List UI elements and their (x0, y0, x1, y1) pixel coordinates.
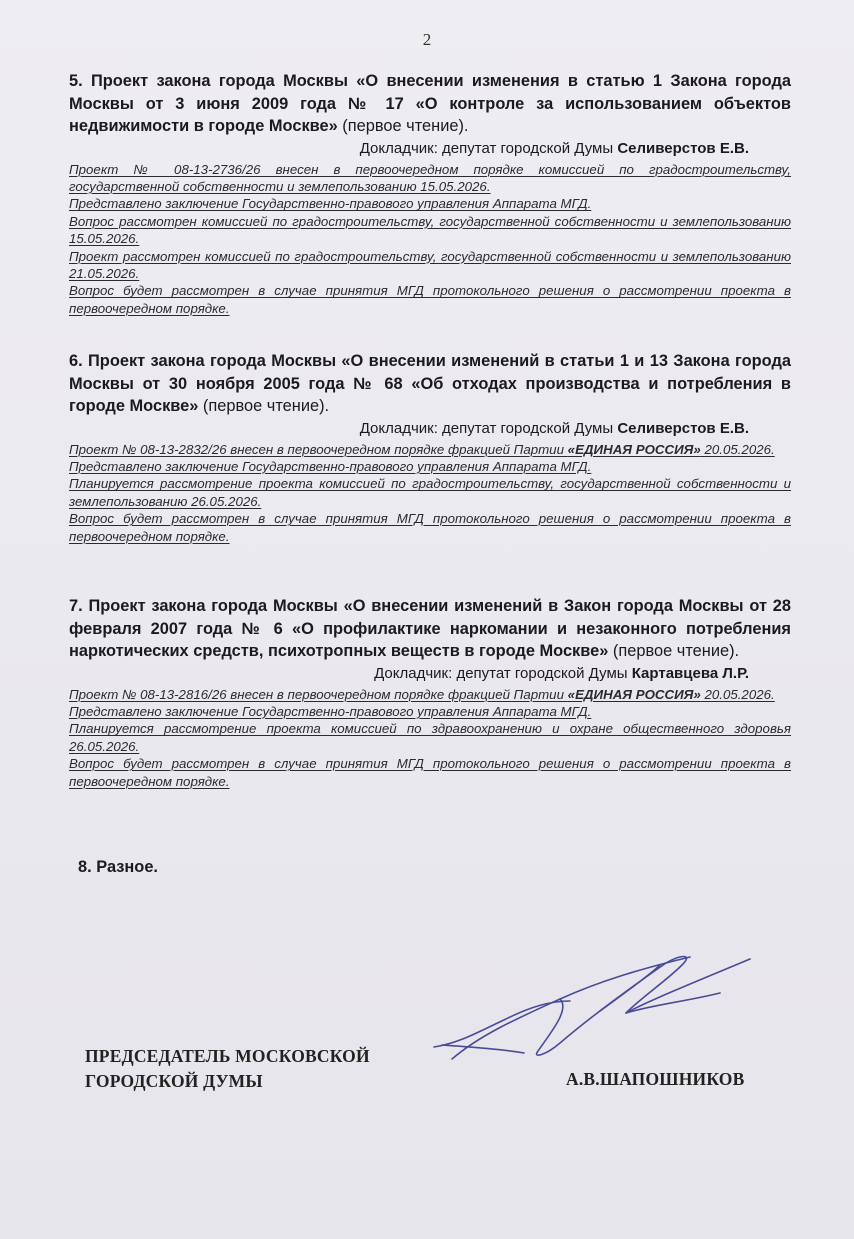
note: Представлено заключение Государственно-правового управления Аппарата МГД. (69, 196, 592, 212)
reporter-name: Картавцева Л.Р. (631, 664, 749, 682)
reporter-prefix: Докладчик: депутат городской Думы (374, 664, 632, 682)
agenda-item-6 (69, 350, 791, 545)
page-number: 2 (422, 30, 432, 49)
agenda-item-5 (69, 70, 791, 317)
position-line: ГОРОДСКОЙ ДУМЫ (85, 1071, 263, 1091)
agenda-item-title (69, 350, 791, 418)
agenda-item-7 (69, 595, 791, 790)
item-notes (69, 686, 791, 790)
note: Проект № 08-13-2736/26 внесен в первоочередном порядке комиссией по градостроительству, государственной собственности и землепользованию 15.05.2026. (69, 161, 791, 194)
reporter-line (69, 138, 791, 159)
note-suffix: 20.05.2026. (700, 441, 775, 457)
agenda-item-title (69, 595, 791, 663)
item-number: 6. (69, 352, 83, 370)
note-prefix: Проект № 08-13-2832/26 внесен в первоочередном порядке фракцией Партии (69, 441, 568, 457)
reporter-name: Селиверстов Е.В. (617, 419, 749, 437)
position-line: ПРЕДСЕДАТЕЛЬ МОСКОВСКОЙ (85, 1046, 370, 1066)
reporter-prefix: Докладчик: депутат городской Думы (359, 419, 618, 437)
note: Вопрос рассмотрен комиссией по градостроительству, государственной собственности и землепользованию 15.05.2026. (69, 213, 791, 247)
handwritten-signature (420, 935, 780, 1075)
note-prefix: Проект № 08-13-2816/26 внесен в первоочередном порядке фракцией Партии (69, 686, 568, 702)
note (69, 441, 791, 458)
item-title-bold: Проект закона города Москвы «О внесении изменений в Закон города Москвы от 28 февраля 2007 года № 6 «О профилактике наркомании и незаконного потребления наркотических средств, психотропных веществ в городе Москве» (69, 597, 791, 660)
item-number: 7. (69, 597, 83, 615)
note: Вопрос будет рассмотрен в случае принятия МГД протокольного решения о рассмотрении проекта в первоочередном порядке. (69, 756, 791, 789)
note: Представлено заключение Государственно-правового управления Аппарата МГД. (69, 458, 592, 474)
reporter-name: Селиверстов Е.В. (617, 139, 749, 157)
signatory-position (85, 1044, 370, 1094)
signatory-name: А.В.ШАПОШНИКОВ (566, 1069, 745, 1089)
party-name: «ЕДИНАЯ РОССИЯ» (567, 686, 701, 702)
item-title-suffix: (первое чтение). (198, 397, 330, 415)
item-notes (69, 441, 791, 545)
item-title-suffix: (первое чтение). (337, 117, 469, 135)
reporter-line (69, 663, 791, 684)
item-title-bold: Проект закона города Москвы «О внесении изменений в статьи 1 и 13 Закона города Москвы от 30 ноября 2005 года № 68 «Об отходах производства и потребления в городе Москве» (69, 352, 792, 415)
reporter-prefix: Докладчик: депутат городской Думы (359, 139, 618, 157)
agenda-item-title (69, 70, 791, 138)
item-title-bold: Проект закона города Москвы «О внесении изменения в статью 1 Закона города Москвы от 3 июня 2009 года № 17 «О контроле за использованием объектов недвижимости в городе Москве» (69, 72, 791, 135)
note (69, 686, 791, 703)
agenda-item-misc: 8. Разное. (78, 858, 158, 876)
item-title-suffix: (первое чтение). (608, 642, 740, 660)
note: Вопрос будет рассмотрен в случае принятия МГД протокольного решения о рассмотрении проекта в первоочередном порядке. (69, 283, 791, 316)
item-number: 5. (69, 72, 83, 90)
item-notes (69, 161, 791, 318)
note-suffix: 20.05.2026. (700, 686, 775, 702)
reporter-line (69, 418, 791, 439)
note: Представлено заключение Государственно-правового управления Аппарата МГД. (69, 703, 592, 719)
party-name: «ЕДИНАЯ РОССИЯ» (567, 441, 701, 457)
note: Проект рассмотрен комиссией по градостроительству, государственной собственности и землепользованию 21.05.2026. (69, 248, 791, 281)
note: Планируется рассмотрение проекта комиссией по здравоохранению и охране общественного здоровья 26.05.2026. (69, 721, 791, 754)
note: Планируется рассмотрение проекта комиссией по градостроительству, государственной собственности и землепользованию 26.05.2026. (69, 476, 791, 509)
note: Вопрос будет рассмотрен в случае принятия МГД протокольного решения о рассмотрении проекта в первоочередном порядке. (69, 511, 791, 544)
